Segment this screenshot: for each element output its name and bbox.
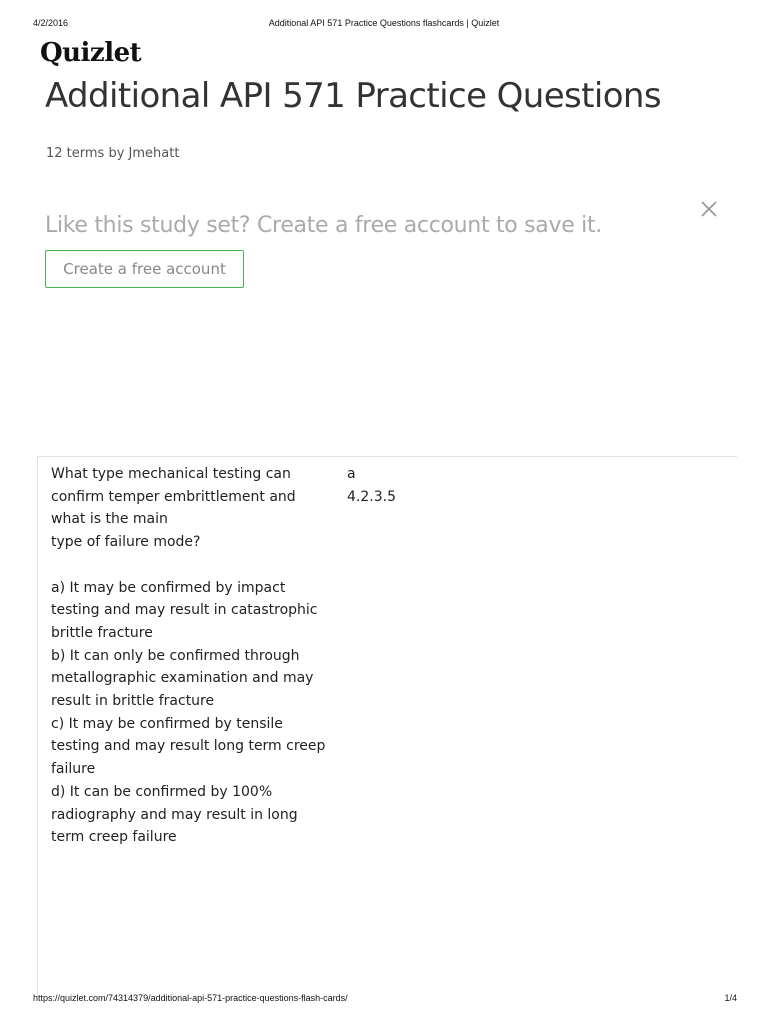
quizlet-logo[interactable]: Quizlet bbox=[40, 38, 142, 68]
close-icon bbox=[698, 198, 722, 222]
print-page-number: 1/4 bbox=[724, 993, 737, 1003]
print-header bbox=[0, 18, 768, 32]
set-title: Additional API 571 Practice Questions bbox=[45, 76, 661, 116]
promo-text: Like this study set? Create a free account to save it. bbox=[45, 213, 602, 238]
print-url: https://quizlet.com/74314379/additional-api-571-practice-questions-flash-cards/ bbox=[33, 993, 348, 1003]
create-account-button[interactable]: Create a free account bbox=[45, 250, 244, 288]
print-page-title: Additional API 571 Practice Questions flashcards | Quizlet bbox=[268, 18, 500, 28]
set-meta bbox=[46, 146, 179, 161]
flashcard bbox=[37, 456, 737, 996]
print-date: 4/2/2016 bbox=[33, 18, 69, 28]
author-link[interactable]: Jmehatt bbox=[128, 146, 180, 161]
card-term: What type mechanical testing can confirm temper embrittlement and what is the main type of failure mode? a) It may be confirmed by impact testing and may result in catastrophic brittle fracture b) It can only be confirmed through metallographic examination and may result in brittle fracture c) It may be confirmed by tensile testing and may result long term creep failure d) It can be confirmed by 100% radiography and may result in long term creep failure bbox=[51, 466, 326, 846]
close-button[interactable] bbox=[698, 198, 722, 222]
card-definition: a 4.2.3.5 bbox=[347, 466, 396, 505]
terms-count: 12 terms by bbox=[46, 146, 129, 161]
print-footer bbox=[0, 993, 768, 1007]
